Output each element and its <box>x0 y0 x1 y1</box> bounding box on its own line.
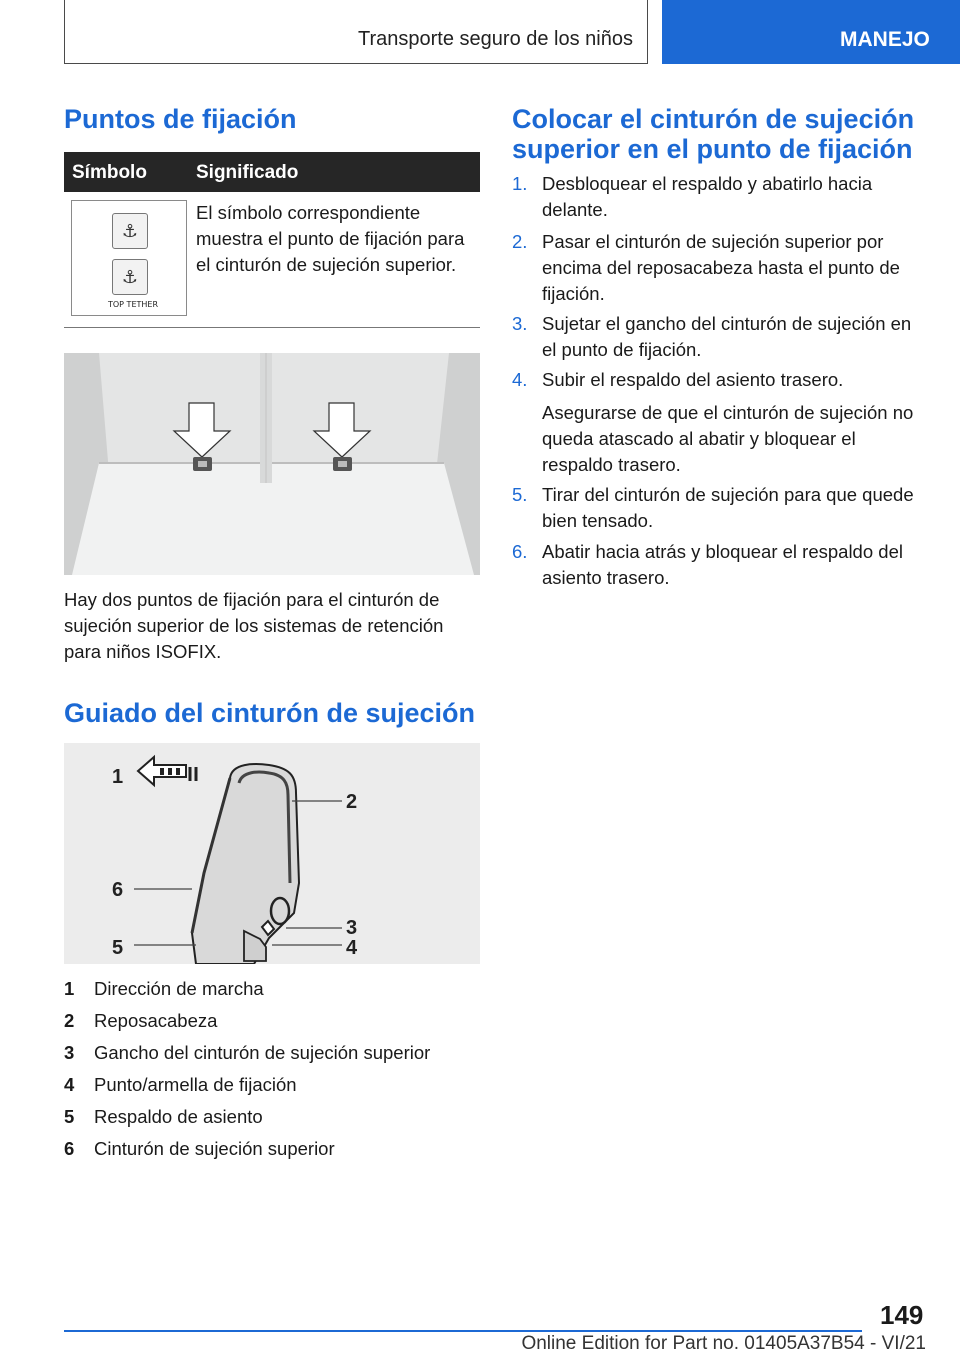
header-chapter-label: MANEJO <box>840 28 930 51</box>
header-chapter-tab[interactable] <box>662 0 960 64</box>
diagram-label-3: 3 <box>346 917 358 939</box>
header-section-box <box>64 0 648 64</box>
heading-belt-guide: Guiado del cinturón de sujeción <box>64 698 476 728</box>
step-item: 6. Abatir hacia atrás y bloquear el respaldo del asiento trasero. <box>512 541 903 588</box>
heading-attach-tether: Colocar el cinturón de sujeción superior en el punto de fijación <box>512 104 915 164</box>
header-section-title: Transporte seguro de los niños <box>358 28 633 50</box>
table-col-meaning: Significado <box>196 162 299 183</box>
anchor-points-photo <box>64 353 480 575</box>
step-item: 5. Tirar del cinturón de sujeción para que quede bien tensado. <box>512 484 914 531</box>
diagram-label-6: 6 <box>112 879 124 901</box>
table-col-symbol: Símbolo <box>72 162 147 183</box>
heading-fixation-points: Puntos de fijación <box>64 104 297 134</box>
belt-guide-illustration <box>64 743 480 964</box>
footer-divider <box>64 1330 862 1332</box>
table-divider <box>64 327 480 328</box>
footer-edition: Online Edition for Part no. 01405A37B54 - VI/21 <box>521 1333 926 1354</box>
anchor-points-illustration <box>64 353 480 575</box>
symbol-caption: TOP TETHER <box>108 300 159 309</box>
anchor-seat-tether-icon: ⚓ <box>112 259 148 295</box>
step-4-note: Asegurarse de que el cinturón de sujeción no queda atascado al abatir y bloquear el respaldo trasero. <box>542 402 914 475</box>
top-tether-symbol <box>71 200 187 316</box>
step-item: 1. Desbloquear el respaldo y abatirlo hacia delante. <box>512 173 873 220</box>
diagram-label-5: 5 <box>112 937 124 959</box>
symbol-table-header <box>64 152 480 192</box>
step-item: 4. Subir el respaldo del asiento trasero. <box>512 369 844 390</box>
symbol-meaning-text: El símbolo correspondiente muestra el punto de fijación para el cinturón de sujeción superior. <box>196 202 465 275</box>
step-item: 2. Pasar el cinturón de sujeción superior por encima del reposacabeza hasta el punto de fijación. <box>512 231 900 304</box>
diagram-label-2: 2 <box>346 791 358 813</box>
step-item: 3. Sujetar el gancho del cinturón de sujeción en el punto de fijación. <box>512 313 912 360</box>
anchor-seat-icon: ⚓ <box>112 213 148 249</box>
anchor-points-paragraph: Hay dos puntos de fijación para el cinturón de sujeción superior de los sistemas de retención para niños ISOFIX. <box>64 589 444 662</box>
diagram-label-4: 4 <box>346 937 358 959</box>
page-number: 149 <box>880 1300 924 1330</box>
diagram-label-1: 1 <box>112 766 124 788</box>
belt-guide-diagram <box>64 743 480 964</box>
